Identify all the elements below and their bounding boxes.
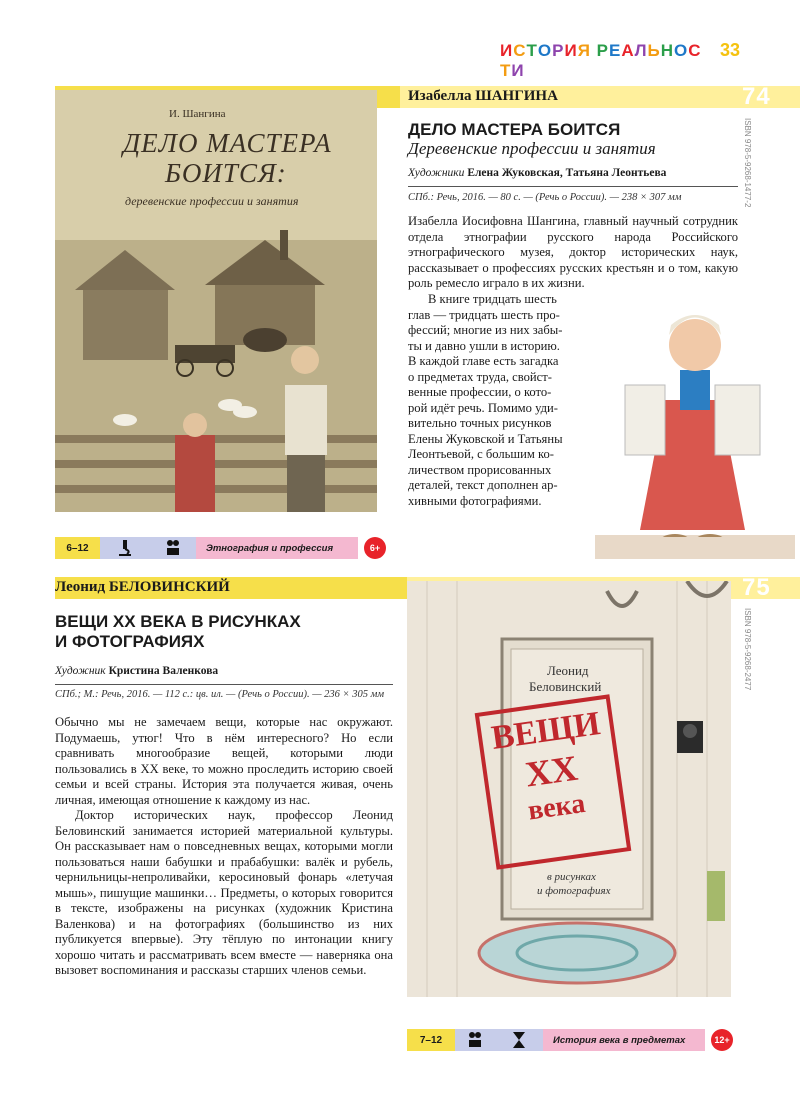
running-title-letter: Н [660, 41, 675, 60]
running-title-letter: И [511, 61, 525, 80]
entry1-paragraph2 [408, 292, 608, 509]
entry2-rule [55, 684, 393, 685]
entry2-number: 75 [742, 574, 771, 601]
entry2-cover-subtitle-2: и фотографиях [537, 885, 611, 897]
running-title-letter: Е [608, 41, 622, 60]
running-title-letter: Ь [647, 41, 661, 60]
reader-icon [150, 537, 196, 559]
entry1-author [408, 88, 558, 105]
entry2-paragraph1: Обычно мы не замечаем вещи, которые нас окружают. Подумаешь, утюг! Что в нём интересного? Но если сравнивать многообразие вещей, которыми люди пользовались в XX веке, то можно проследить историю своей семьи и всей страны. История эта получается живая, очень личная, имеющая отношение к каждому из нас. [55, 715, 393, 807]
entry1-author-last: ШАНГИНА [475, 88, 558, 104]
entry1-illustrators-names: Елена Жуковская, Татьяна Леонтьева [467, 167, 667, 179]
running-title-letter: С [513, 41, 527, 60]
entry1-paragraph2-line: вительно точных рисунков [408, 416, 552, 430]
running-head [500, 40, 740, 81]
entry2-cover [407, 581, 731, 997]
running-title-letter: Т [500, 61, 512, 80]
running-title-letter: С [688, 41, 702, 60]
running-title-letter: О [537, 41, 553, 60]
page-number: 33 [719, 40, 740, 60]
entry1-author-first: Изабелла [408, 88, 472, 104]
reader-icon [455, 1029, 495, 1051]
entry2-badge-bar [407, 1029, 733, 1051]
running-title-letter: О [674, 41, 689, 60]
entry1-cover-author: И. Шангина [169, 108, 226, 120]
entry1-cover-title-1: ДЕЛО МАСТЕРА [123, 128, 332, 158]
entry1-paragraph2-line: Елены Жуковской и Татьяны [408, 431, 563, 446]
entry1-paragraph2-line: личеством прорисованных [408, 462, 552, 477]
running-title-letter: А [621, 41, 635, 60]
entry1-paragraph2-line: хивными фотографиями. [408, 493, 542, 508]
entry1-paragraph2-line: В книге тридцать шесть [428, 292, 557, 306]
entry1-number: 74 [742, 83, 771, 110]
entry1-cover [55, 90, 377, 512]
entry1-badge-bar [55, 537, 386, 559]
running-title-letter: Р [552, 41, 565, 60]
entry1-paragraph2-line: деталей, текст дополнен ар- [408, 478, 558, 492]
entry1-body [408, 214, 738, 292]
running-title-letter: И [500, 41, 514, 60]
running-title-letter: Т [526, 41, 538, 60]
entry1-age-range: 6–12 [55, 537, 100, 559]
entry2-illustrators [55, 665, 218, 677]
entry2-illustrators-label: Художник [55, 665, 106, 677]
entry2-imprint: СПб.; М.: Речь, 2016. — 112 с.: цв. ил. — (Речь о России). — 236 × 305 мм [55, 689, 385, 700]
entry2-cover-title-3: века [526, 787, 588, 827]
entry1-subtitle: Деревенские профессии и занятия [408, 139, 656, 158]
entry2-body [55, 715, 393, 979]
entry2-topic: История века в предметах [543, 1029, 705, 1051]
entry1-cover-subtitle: деревенские профессии и занятия [125, 194, 299, 208]
entry1-paragraph2-line: В каждой главе есть загадка [408, 354, 559, 368]
entry1-imprint: СПб.: Речь, 2016. — 80 с. — (Речь о России). — 238 × 307 мм [408, 192, 682, 203]
entry1-paragraph2-line: глав — тридцать шесть про- [408, 307, 560, 322]
entry2-age-rating: 12+ [711, 1029, 733, 1051]
entry1-rule [408, 186, 738, 187]
entry2-illustrators-names: Кристина Валенкова [108, 665, 219, 677]
running-title-letter: Я [577, 41, 591, 60]
entry1-age-rating: 6+ [364, 537, 386, 559]
entry1-paragraph2-line: венные профессии, о кото- [408, 385, 552, 399]
entry2-cover-author-2: Беловинский [529, 679, 602, 694]
entry2-author [55, 579, 230, 596]
running-title [500, 41, 706, 81]
entry2-cover-subtitle-1: в рисунках [547, 871, 596, 883]
entry1-paragraph2-line: рой идёт речь. Помимо уди- [408, 400, 558, 415]
entry1-illustrators-label: Художники [408, 167, 465, 179]
entry2-title-line1: ВЕЩИ XX ВЕКА В РИСУНКАХ [55, 612, 301, 631]
entry2-cover-stamp [475, 694, 632, 869]
entry2-author-first: Леонид [55, 579, 106, 595]
entry1-paragraph2-line: о предметах труда, свойст- [408, 369, 552, 384]
entry2-isbn: ISBN 978-5-9268-2477 [743, 608, 752, 691]
entry1-paragraph2-line: ты и давно ушли в историю. [408, 338, 560, 353]
entry1-topic: Этнография и профессия [196, 537, 358, 559]
running-title-letter: Л [634, 41, 648, 60]
entry1-illustrators [408, 167, 666, 179]
entry1-paragraph2-line: фессий; многие из них забы- [408, 323, 563, 337]
entry2-paragraph2: Доктор исторических наук, профессор Леонид Беловинский занимается историей материальной культуры. Он рассказывает нам о повседневных вещах, которыми могли пользоваться наши бабушки и прабабушки: валёк и рубель, чернильницы-непроливайки, керосиновый фонарь «летучая мышь», пишущие машинки… Предметы, о которых говорится в тексте, изображены на рисунках (художник Кристина Валенкова) и на фотографиях (большинство из них публикуется впервые). Эту тёплую по интонации книгу хорошо читать и рассматривать всем вместе — наверняка она вызовет воспоминания и рассказы старших членов семьи. [55, 808, 393, 977]
running-title-letter: И [564, 41, 578, 60]
entry2-cover-title-2: XX [522, 747, 580, 795]
hourglass-icon [495, 1029, 543, 1051]
entry1-isbn: ISBN 978-5-9268-1477-2 [743, 118, 752, 208]
entry2-age-range: 7–12 [407, 1029, 455, 1051]
entry1-cover-title-2: БОИТСЯ: [165, 158, 287, 188]
running-title-letter: Р [596, 41, 609, 60]
entry2-cover-title-1: ВЕЩИ [489, 705, 603, 757]
entry1-paragraph2-line: Леонтьевой, с большим ко- [408, 447, 554, 461]
entry1-title: ДЕЛО МАСТЕРА БОИТСЯ [408, 120, 621, 139]
entry2-author-last: БЕЛОВИНСКИЙ [108, 579, 230, 595]
entry1-floor-strip [595, 537, 795, 559]
entry2-title-line2: И ФОТОГРАФИЯХ [55, 632, 205, 651]
microscope-icon [100, 537, 150, 559]
entry1-girl-illustration [595, 295, 795, 557]
entry1-paragraph1: Изабелла Иосифовна Шангина, главный научный сотрудник отдела этнографии русского народа Российского этнографического музея, доктор исторических наук, рассказывает о профессиях русских крестьян и о том, какую роль ремесло играло в их жизни. [408, 214, 738, 290]
entry2-cover-author-1: Леонид [547, 663, 589, 678]
